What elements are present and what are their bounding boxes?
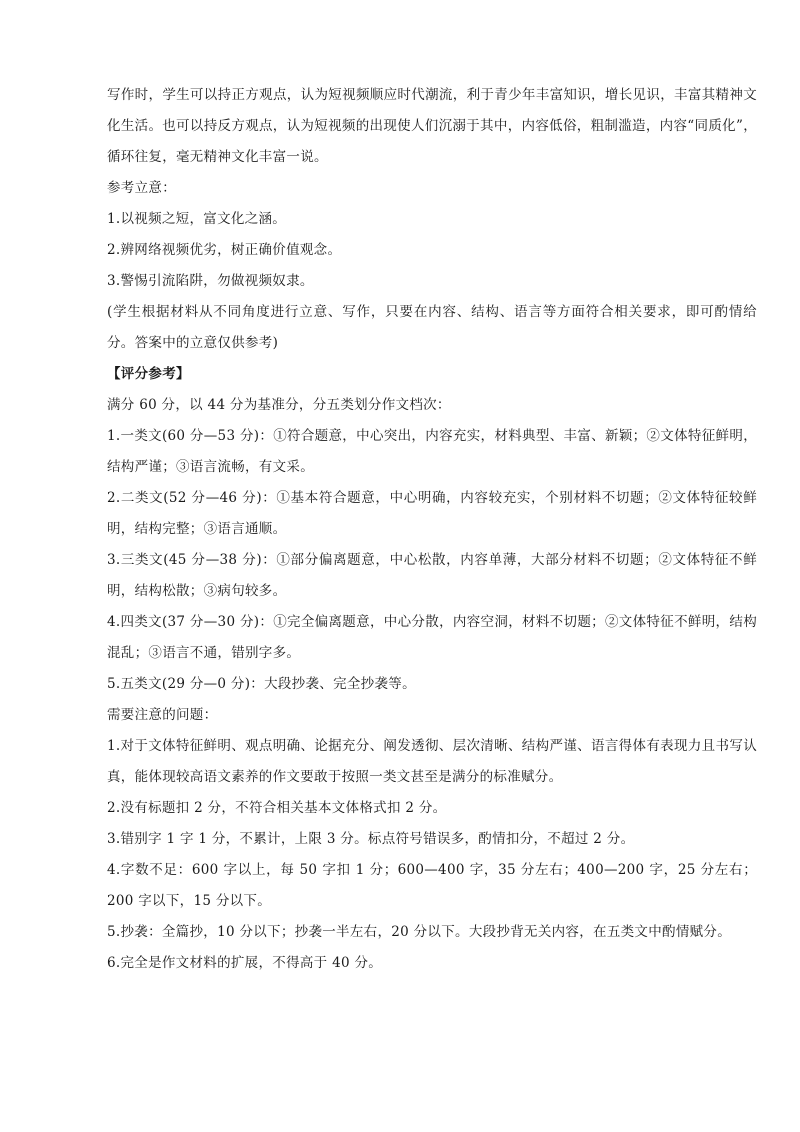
scoring-category: 1.一类文(60 分—53 分)：①符合题意，中心突出，内容充实，材料典型、丰富、新颖；②文体特征鲜明，结构严谨；③语言流畅，有文采。 xyxy=(107,428,757,475)
ideas-note: (学生根据材料从不同角度进行立意、写作，只要在内容、结构、语言等方面符合相关要求，即可酌情给分。答案中的立意仅供参考) xyxy=(107,304,757,351)
scoring-heading: 【评分参考】 xyxy=(107,366,190,382)
scoring-summary: 满分 60 分，以 44 分为基准分，分五类划分作文档次： xyxy=(107,397,451,413)
intro-paragraph: 写作时，学生可以持正方观点，认为短视频顺应时代潮流，利于青少年丰富知识，增长见识，丰富其精神文化生活。也可以持反方观点，认为短视频的出现使人们沉溺于其中，内容低俗，粗制滥造，内容“同质化”，循环往复，毫无精神文化丰富一说。 xyxy=(107,87,757,165)
note-item: 5.抄袭：全篇抄，10 分以下；抄袭一半左右，20 分以下。大段抄背无关内容，在五类文中酌情赋分。 xyxy=(107,924,732,940)
scoring-category: 4.四类文(37 分—30 分)：①完全偏离题意，中心分散，内容空洞，材料不切题；②文体特征不鲜明，结构混乱；③语言不通，错别字多。 xyxy=(107,614,757,661)
idea-item: 2.辨网络视频优劣，树正确价值观念。 xyxy=(107,242,342,258)
note-item: 4.字数不足：600 字以上，每 50 字扣 1 分；600—400 字，35 分左右；400—200 字，25 分左右；200 字以下，15 分以下。 xyxy=(107,862,757,909)
scoring-category: 5.五类文(29 分—0 分)：大段抄袭、完全抄袭等。 xyxy=(107,676,416,692)
notes-heading: 需要注意的问题： xyxy=(107,707,218,723)
document-body xyxy=(107,80,757,979)
note-item: 1.对于文体特征鲜明、观点明确、论据充分、阐发透彻、层次清晰、结构严谨、语言得体有表现力且书写认真，能体现较高语文素养的作文要敢于按照一类文甚至是满分的标准赋分。 xyxy=(107,738,757,785)
note-item: 2.没有标题扣 2 分，不符合相关基本文体格式扣 2 分。 xyxy=(107,800,447,816)
note-item: 3.错别字 1 字 1 分，不累计，上限 3 分。标点符号错误多，酌情扣分，不超过 2 分。 xyxy=(107,831,635,847)
scoring-category: 3.三类文(45 分—38 分)：①部分偏离题意，中心松散，内容单薄，大部分材料不切题；②文体特征不鲜明，结构松散；③病句较多。 xyxy=(107,552,757,599)
note-item: 6.完全是作文材料的扩展，不得高于 40 分。 xyxy=(107,955,383,971)
idea-item: 1.以视频之短，富文化之涵。 xyxy=(107,211,287,227)
ideas-heading: 参考立意： xyxy=(107,180,176,196)
scoring-category: 2.二类文(52 分—46 分)：①基本符合题意，中心明确，内容较充实，个别材料不切题；②文体特征较鲜明，结构完整；③语言通顺。 xyxy=(107,490,757,537)
idea-item: 3.警惕引流陷阱，勿做视频奴隶。 xyxy=(107,273,314,289)
